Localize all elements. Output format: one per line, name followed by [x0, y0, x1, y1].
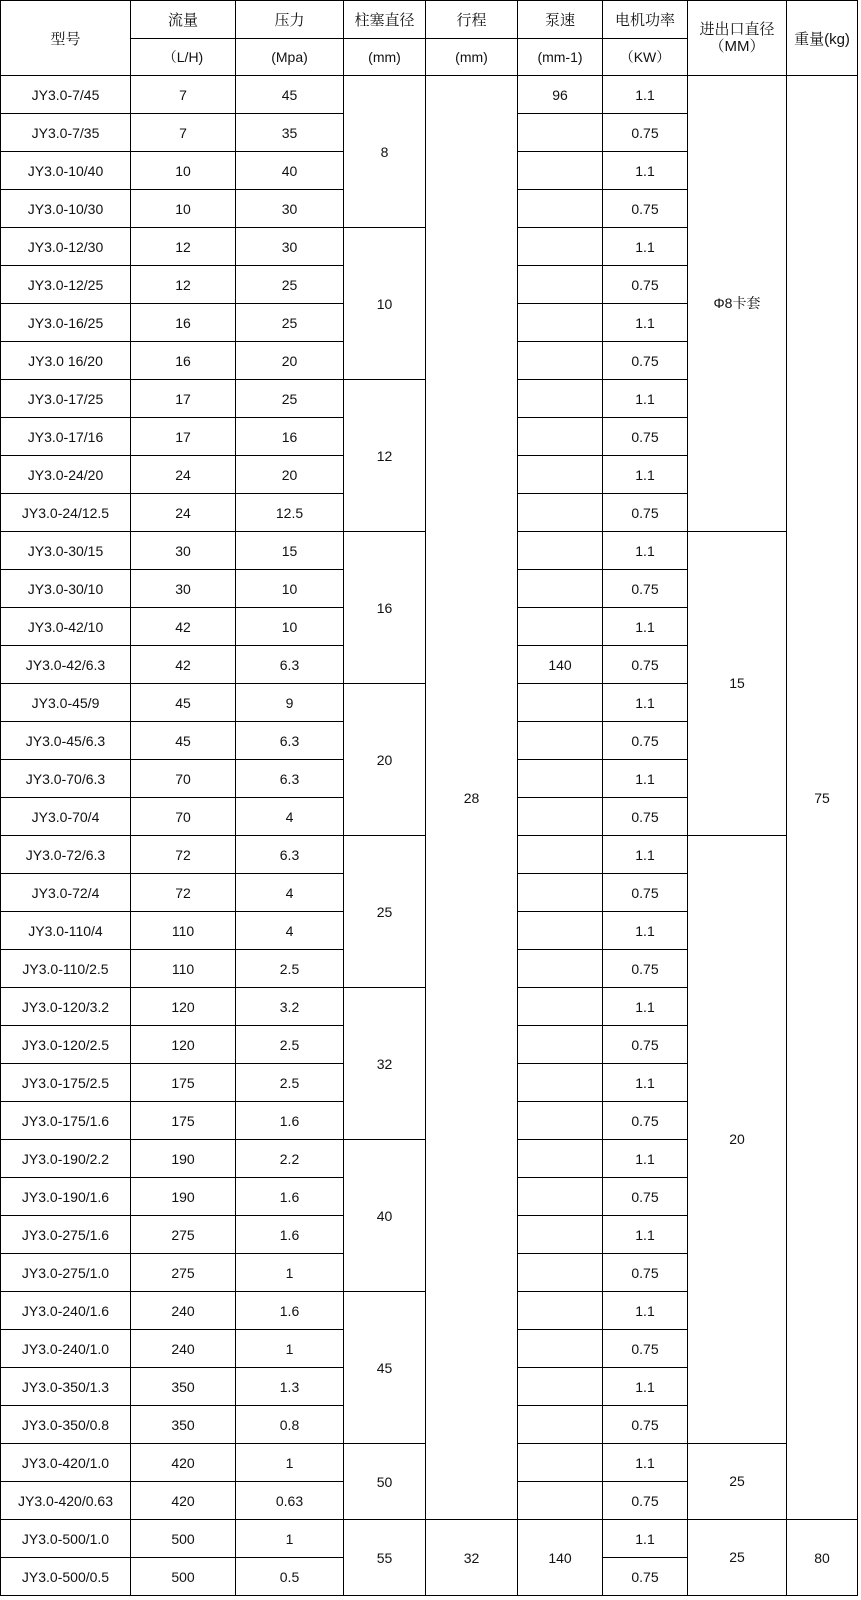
header-pump-speed: 泵速: [518, 1, 603, 39]
motor-power-cell: 0.75: [603, 950, 688, 988]
flow-cell: 240: [131, 1292, 236, 1330]
flow-cell: 420: [131, 1444, 236, 1482]
pressure-cell: 45: [236, 76, 344, 114]
motor-power-cell: 0.75: [603, 646, 688, 684]
pump-speed-cell: [518, 950, 603, 988]
model-cell: JY3.0-24/20: [1, 456, 131, 494]
pump-speed-cell: [518, 418, 603, 456]
flow-cell: 7: [131, 76, 236, 114]
pump-speed-cell: [518, 608, 603, 646]
flow-cell: 120: [131, 1026, 236, 1064]
pressure-cell: 20: [236, 456, 344, 494]
header-port-diameter: 进出口直径（MM）: [688, 1, 787, 76]
model-cell: JY3.0-7/35: [1, 114, 131, 152]
pump-speed-cell: [518, 988, 603, 1026]
pump-speed-cell: [518, 570, 603, 608]
unit-pressure: (Mpa): [236, 39, 344, 76]
flow-cell: 110: [131, 912, 236, 950]
model-cell: JY3.0-190/2.2: [1, 1140, 131, 1178]
plunger-diameter-cell: 32: [344, 988, 426, 1140]
motor-power-cell: 1.1: [603, 988, 688, 1026]
model-cell: JY3.0-120/3.2: [1, 988, 131, 1026]
model-cell: JY3.0-175/2.5: [1, 1064, 131, 1102]
flow-cell: 120: [131, 988, 236, 1026]
flow-cell: 350: [131, 1368, 236, 1406]
pump-speed-cell: [518, 1406, 603, 1444]
model-cell: JY3.0-30/10: [1, 570, 131, 608]
header-plunger-diameter: 柱塞直径: [344, 1, 426, 39]
pump-speed-cell: [518, 380, 603, 418]
motor-power-cell: 1.1: [603, 304, 688, 342]
plunger-diameter-cell: 55: [344, 1520, 426, 1596]
motor-power-cell: 1.1: [603, 1368, 688, 1406]
pressure-cell: 9: [236, 684, 344, 722]
flow-cell: 350: [131, 1406, 236, 1444]
motor-power-cell: 0.75: [603, 722, 688, 760]
header-flow: 流量: [131, 1, 236, 39]
motor-power-cell: 1.1: [603, 760, 688, 798]
model-cell: JY3.0-72/6.3: [1, 836, 131, 874]
pump-speed-cell: [518, 342, 603, 380]
motor-power-cell: 1.1: [603, 912, 688, 950]
pump-speed-cell: [518, 1140, 603, 1178]
plunger-diameter-cell: 10: [344, 228, 426, 380]
motor-power-cell: 1.1: [603, 836, 688, 874]
pressure-cell: 16: [236, 418, 344, 456]
model-cell: JY3.0-30/15: [1, 532, 131, 570]
motor-power-cell: 1.1: [603, 1292, 688, 1330]
motor-power-cell: 1.1: [603, 608, 688, 646]
pump-speed-cell: [518, 152, 603, 190]
motor-power-cell: 1.1: [603, 1444, 688, 1482]
pump-speed-cell: 140: [518, 646, 603, 684]
pressure-cell: 40: [236, 152, 344, 190]
motor-power-cell: 0.75: [603, 114, 688, 152]
motor-power-cell: 0.75: [603, 266, 688, 304]
motor-power-cell: 1.1: [603, 152, 688, 190]
motor-power-cell: 1.1: [603, 1064, 688, 1102]
flow-cell: 45: [131, 722, 236, 760]
flow-cell: 240: [131, 1330, 236, 1368]
motor-power-cell: 0.75: [603, 1330, 688, 1368]
header-pressure: 压力: [236, 1, 344, 39]
model-cell: JY3.0-10/40: [1, 152, 131, 190]
motor-power-cell: 0.75: [603, 570, 688, 608]
flow-cell: 190: [131, 1178, 236, 1216]
pump-speed-cell: [518, 1216, 603, 1254]
pressure-cell: 2.5: [236, 950, 344, 988]
pressure-cell: 10: [236, 570, 344, 608]
plunger-diameter-cell: 50: [344, 1444, 426, 1520]
motor-power-cell: 0.75: [603, 1026, 688, 1064]
header-stroke: 行程: [426, 1, 518, 39]
pressure-cell: 15: [236, 532, 344, 570]
flow-cell: 17: [131, 380, 236, 418]
flow-cell: 24: [131, 456, 236, 494]
model-cell: JY3.0-7/45: [1, 76, 131, 114]
motor-power-cell: 0.75: [603, 1558, 688, 1596]
unit-flow: （L/H): [131, 39, 236, 76]
pump-speed-cell: [518, 760, 603, 798]
model-cell: JY3.0-275/1.0: [1, 1254, 131, 1292]
model-cell: JY3.0-70/6.3: [1, 760, 131, 798]
plunger-diameter-cell: 20: [344, 684, 426, 836]
pressure-cell: 2.5: [236, 1064, 344, 1102]
flow-cell: 30: [131, 532, 236, 570]
flow-cell: 16: [131, 342, 236, 380]
pressure-cell: 6.3: [236, 722, 344, 760]
pressure-cell: 20: [236, 342, 344, 380]
model-cell: JY3.0-17/16: [1, 418, 131, 456]
motor-power-cell: 1.1: [603, 228, 688, 266]
pressure-cell: 0.8: [236, 1406, 344, 1444]
flow-cell: 420: [131, 1482, 236, 1520]
model-cell: JY3.0-240/1.0: [1, 1330, 131, 1368]
model-cell: JY3.0-110/2.5: [1, 950, 131, 988]
motor-power-cell: 0.75: [603, 494, 688, 532]
pump-speed-cell: [518, 836, 603, 874]
flow-cell: 42: [131, 646, 236, 684]
plunger-diameter-cell: 16: [344, 532, 426, 684]
flow-cell: 16: [131, 304, 236, 342]
flow-cell: 275: [131, 1254, 236, 1292]
motor-power-cell: 1.1: [603, 456, 688, 494]
pump-speed-cell: [518, 684, 603, 722]
pressure-cell: 1: [236, 1444, 344, 1482]
model-cell: JY3.0 16/20: [1, 342, 131, 380]
motor-power-cell: 0.75: [603, 1102, 688, 1140]
pump-speed-cell: 140: [518, 1520, 603, 1596]
flow-cell: 24: [131, 494, 236, 532]
model-cell: JY3.0-350/1.3: [1, 1368, 131, 1406]
model-cell: JY3.0-110/4: [1, 912, 131, 950]
model-cell: JY3.0-17/25: [1, 380, 131, 418]
pump-speed-cell: [518, 114, 603, 152]
flow-cell: 10: [131, 190, 236, 228]
pump-speed-cell: [518, 1102, 603, 1140]
unit-plunger-diameter: (mm): [344, 39, 426, 76]
motor-power-cell: 1.1: [603, 684, 688, 722]
motor-power-cell: 1.1: [603, 380, 688, 418]
table-body: [1, 76, 858, 1596]
flow-cell: 110: [131, 950, 236, 988]
port-diameter-cell: 25: [688, 1520, 787, 1596]
flow-cell: 500: [131, 1558, 236, 1596]
plunger-diameter-cell: 8: [344, 76, 426, 228]
pump-speed-cell: [518, 912, 603, 950]
pump-speed-cell: [518, 1292, 603, 1330]
pressure-cell: 4: [236, 874, 344, 912]
port-diameter-cell: Φ8卡套: [688, 76, 787, 532]
model-cell: JY3.0-42/6.3: [1, 646, 131, 684]
pressure-cell: 2.2: [236, 1140, 344, 1178]
weight-cell: 75: [787, 76, 858, 1520]
model-cell: JY3.0-12/30: [1, 228, 131, 266]
unit-motor-power: （KW）: [603, 39, 688, 76]
model-cell: JY3.0-350/0.8: [1, 1406, 131, 1444]
motor-power-cell: 0.75: [603, 1406, 688, 1444]
table-row: [1, 76, 858, 114]
pump-speed-cell: [518, 1368, 603, 1406]
motor-power-cell: 0.75: [603, 342, 688, 380]
pressure-cell: 0.63: [236, 1482, 344, 1520]
pump-speed-cell: [518, 190, 603, 228]
motor-power-cell: 1.1: [603, 1140, 688, 1178]
pump-speed-cell: [518, 266, 603, 304]
pressure-cell: 35: [236, 114, 344, 152]
motor-power-cell: 0.75: [603, 418, 688, 456]
unit-pump-speed: (mm-1): [518, 39, 603, 76]
plunger-diameter-cell: 45: [344, 1292, 426, 1444]
flow-cell: 12: [131, 266, 236, 304]
pressure-cell: 4: [236, 912, 344, 950]
pressure-cell: 1.6: [236, 1178, 344, 1216]
plunger-diameter-cell: 12: [344, 380, 426, 532]
flow-cell: 275: [131, 1216, 236, 1254]
pressure-cell: 1: [236, 1520, 344, 1558]
motor-power-cell: 0.75: [603, 1482, 688, 1520]
pressure-cell: 12.5: [236, 494, 344, 532]
flow-cell: 42: [131, 608, 236, 646]
pump-speed-cell: [518, 456, 603, 494]
flow-cell: 500: [131, 1520, 236, 1558]
pressure-cell: 3.2: [236, 988, 344, 1026]
model-cell: JY3.0-275/1.6: [1, 1216, 131, 1254]
pressure-cell: 4: [236, 798, 344, 836]
stroke-cell: 28: [426, 76, 518, 1520]
model-cell: JY3.0-420/1.0: [1, 1444, 131, 1482]
motor-power-cell: 0.75: [603, 1254, 688, 1292]
pump-speed-cell: [518, 1254, 603, 1292]
motor-power-cell: 1.1: [603, 76, 688, 114]
pump-speed-cell: [518, 1064, 603, 1102]
flow-cell: 17: [131, 418, 236, 456]
pump-speed-cell: [518, 532, 603, 570]
stroke-cell: 32: [426, 1520, 518, 1596]
motor-power-cell: 1.1: [603, 532, 688, 570]
model-cell: JY3.0-175/1.6: [1, 1102, 131, 1140]
pump-speed-cell: [518, 1444, 603, 1482]
flow-cell: 30: [131, 570, 236, 608]
header-weight: 重量(kg): [787, 1, 858, 76]
flow-cell: 70: [131, 760, 236, 798]
model-cell: JY3.0-16/25: [1, 304, 131, 342]
port-diameter-cell: 25: [688, 1444, 787, 1520]
model-cell: JY3.0-72/4: [1, 874, 131, 912]
pump-speed-cell: [518, 798, 603, 836]
model-cell: JY3.0-190/1.6: [1, 1178, 131, 1216]
pump-speed-cell: [518, 1178, 603, 1216]
model-cell: JY3.0-70/4: [1, 798, 131, 836]
pump-speed-cell: [518, 1330, 603, 1368]
header-model: 型号: [1, 1, 131, 76]
pressure-cell: 30: [236, 228, 344, 266]
pressure-cell: 6.3: [236, 760, 344, 798]
pump-speed-cell: [518, 874, 603, 912]
pressure-cell: 25: [236, 380, 344, 418]
motor-power-cell: 0.75: [603, 874, 688, 912]
pressure-cell: 2.5: [236, 1026, 344, 1064]
table-row: [1, 1520, 858, 1558]
pressure-cell: 1.6: [236, 1102, 344, 1140]
flow-cell: 175: [131, 1064, 236, 1102]
pressure-cell: 1.3: [236, 1368, 344, 1406]
pressure-cell: 0.5: [236, 1558, 344, 1596]
pump-speed-cell: 96: [518, 76, 603, 114]
motor-power-cell: 0.75: [603, 798, 688, 836]
motor-power-cell: 1.1: [603, 1216, 688, 1254]
model-cell: JY3.0-10/30: [1, 190, 131, 228]
motor-power-cell: 0.75: [603, 190, 688, 228]
plunger-diameter-cell: 40: [344, 1140, 426, 1292]
pump-speed-cell: [518, 1026, 603, 1064]
flow-cell: 175: [131, 1102, 236, 1140]
model-cell: JY3.0-45/9: [1, 684, 131, 722]
flow-cell: 12: [131, 228, 236, 266]
port-diameter-cell: 20: [688, 836, 787, 1444]
motor-power-cell: 0.75: [603, 1178, 688, 1216]
model-cell: JY3.0-42/10: [1, 608, 131, 646]
pressure-cell: 1: [236, 1330, 344, 1368]
unit-stroke: (mm): [426, 39, 518, 76]
pump-speed-cell: [518, 494, 603, 532]
pump-speed-cell: [518, 228, 603, 266]
motor-power-cell: 1.1: [603, 1520, 688, 1558]
flow-cell: 10: [131, 152, 236, 190]
pressure-cell: 1.6: [236, 1292, 344, 1330]
pressure-cell: 30: [236, 190, 344, 228]
weight-cell: 80: [787, 1520, 858, 1596]
pressure-cell: 6.3: [236, 646, 344, 684]
flow-cell: 70: [131, 798, 236, 836]
model-cell: JY3.0-120/2.5: [1, 1026, 131, 1064]
plunger-diameter-cell: 25: [344, 836, 426, 988]
model-cell: JY3.0-45/6.3: [1, 722, 131, 760]
flow-cell: 190: [131, 1140, 236, 1178]
flow-cell: 7: [131, 114, 236, 152]
model-cell: JY3.0-500/0.5: [1, 1558, 131, 1596]
flow-cell: 72: [131, 874, 236, 912]
pressure-cell: 25: [236, 304, 344, 342]
header-motor-power: 电机功率: [603, 1, 688, 39]
model-cell: JY3.0-12/25: [1, 266, 131, 304]
model-cell: JY3.0-420/0.63: [1, 1482, 131, 1520]
pressure-cell: 1: [236, 1254, 344, 1292]
pump-speed-cell: [518, 722, 603, 760]
pump-speed-cell: [518, 304, 603, 342]
model-cell: JY3.0-24/12.5: [1, 494, 131, 532]
model-cell: JY3.0-240/1.6: [1, 1292, 131, 1330]
pump-speed-cell: [518, 1482, 603, 1520]
port-diameter-cell: 15: [688, 532, 787, 836]
model-cell: JY3.0-500/1.0: [1, 1520, 131, 1558]
pressure-cell: 10: [236, 608, 344, 646]
pressure-cell: 25: [236, 266, 344, 304]
pressure-cell: 6.3: [236, 836, 344, 874]
flow-cell: 72: [131, 836, 236, 874]
pressure-cell: 1.6: [236, 1216, 344, 1254]
flow-cell: 45: [131, 684, 236, 722]
